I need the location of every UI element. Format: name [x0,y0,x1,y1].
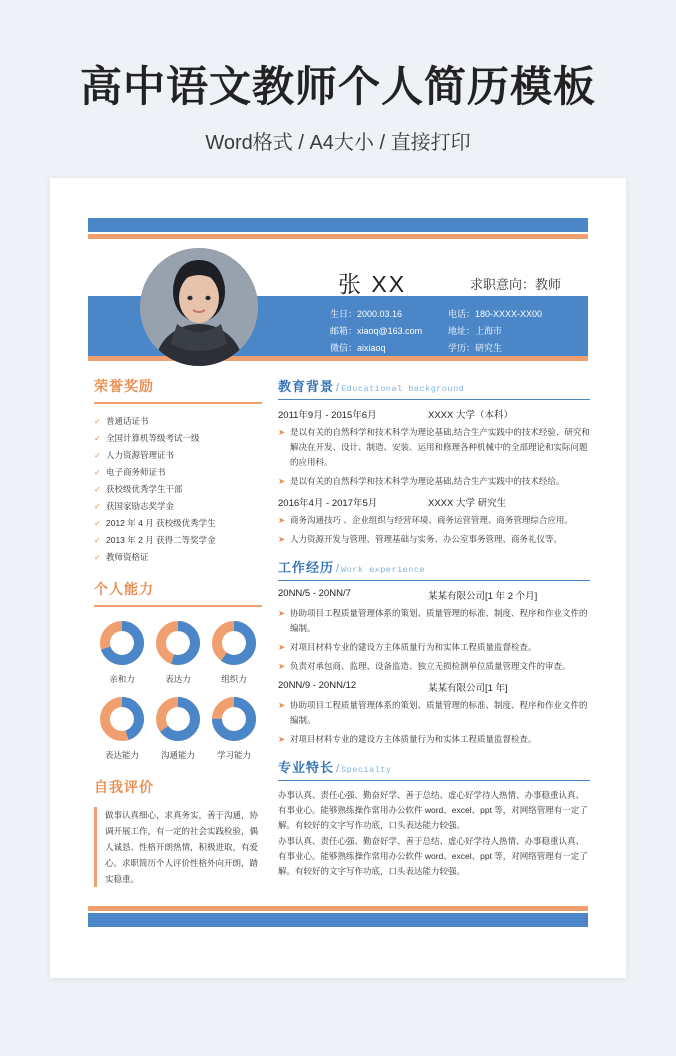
ability-chart [94,697,150,761]
education-rule [278,399,590,400]
arrow-icon: ➤ [278,515,286,525]
ability-chart [150,697,206,761]
check-icon: ✓ [94,553,101,562]
ability-chart-label: 表达能力 [104,750,139,760]
list-item [94,550,262,565]
check-icon: ✓ [94,417,101,426]
bullet-text: 商务沟通技巧 、企业组织与经营环境、商务运营管理、商务管理综合应用。 [290,515,573,525]
education-entry-head [278,495,590,509]
specialty-title-en: Specialty [341,765,392,775]
ability-chart [206,621,262,685]
top-blue-bar [88,218,588,232]
award-text: 电子商务师证书 [106,467,166,477]
check-icon: ✓ [94,434,101,443]
award-text: 2013 年 2 月 获得二等奖学金 [106,535,216,545]
self-text: 做事认真细心，求真务实，善于沟通，协调开展工作，有一定的社会实践检验，偶人诚恳、性格开朗热情，积极进取，有爱心。求职简历个人评价性格外向开朗，踏实稳重。 [94,807,262,887]
award-text: 2012 年 4 月 获校级优秀学生 [106,518,216,528]
check-icon: ✓ [94,468,101,477]
list-item [94,414,262,429]
work-heading [278,557,590,576]
list-item [94,465,262,480]
section-ability [94,579,262,773]
contact-birthday: 生日：2000.03.16 [330,309,403,319]
ability-chart [206,697,262,761]
bullet [278,640,590,655]
ability-chart-label: 表达力 [165,674,191,684]
work-title-en: Work experience [341,565,426,575]
entry-org: 某某有限公司[1 年 2 个月] [428,591,538,602]
contact-block [330,306,580,357]
award-text: 全国计算机等级考试一级 [106,433,200,443]
arrow-icon: ➤ [278,534,286,544]
contact-row [330,306,580,323]
ability-rule [94,605,262,607]
check-icon: ✓ [94,451,101,460]
specialty-title-cn: 专业特长 [278,760,335,775]
bullet [278,659,590,674]
list-item [94,482,262,497]
list-item [94,499,262,514]
ability-chart-label: 亲和力 [109,674,135,684]
right-column [278,376,590,889]
award-text: 教师资格证 [106,552,149,562]
resume-sheet [50,178,626,978]
list-item [94,516,262,531]
donut-chart-icon [100,697,144,741]
ability-chart [150,621,206,685]
list-item [94,431,262,446]
bullet-text: 协助项目工程质量管理体系的策划、质量管理的标准、制度、程序和作业文件的编制。 [290,608,588,633]
contact-address: 地址：上海市 [448,326,503,336]
section-work [278,557,590,747]
bullet-text: 对项目材料专业的建设方主体质量行为和实体工程质量监督检查。 [290,642,537,652]
bullet [278,606,590,636]
bullet-text: 是以有关的自然科学和技术科学为理论基础,结合生产实践中的技术经验、研究和解决在开发、设计、制造、安装、运用和修理各种机械中的全部理论和实际问题的应用科。 [290,427,590,467]
arrow-icon: ➤ [278,661,286,671]
bullet [278,698,590,728]
candidate-name: 张 XX [338,271,407,297]
work-rule [278,580,590,581]
section-education [278,376,590,547]
section-self-evaluation [94,777,262,887]
avatar [140,248,258,366]
entry-date: 20NN/9 - 20NN/12 [278,680,357,691]
ability-chart-label: 学习能力 [216,750,251,760]
bullet [278,532,590,547]
work-title-cn: 工作经历 [278,560,335,575]
bullet [278,474,590,489]
slash-divider: / [336,763,340,775]
bullet-text: 是以有关的自然科学和技术科学为理论基础,结合生产实践中的技术经给。 [290,476,565,486]
education-heading [278,376,590,395]
donut-chart-icon [212,697,256,741]
bullet [278,425,590,470]
section-specialty [278,757,590,879]
entry-date: 2016年4月 - 2017年5月 [278,498,378,509]
specialty-rule [278,780,590,781]
bottom-orange-bar [88,906,588,911]
ability-charts [94,621,262,773]
donut-chart-icon [100,621,144,665]
section-awards [94,376,262,565]
job-objective: 求职意向：教师 [470,277,562,292]
ability-chart-label: 沟通能力 [160,750,195,760]
banner-title: 高中语文教师个人简历模板 [79,63,596,110]
entry-org: XXXX 大学 研究生 [428,498,507,509]
specialty-paragraph: 办事认真、责任心强、勤奋好学、善于总结、虚心好学待人热情、办事稳重认真、有事业心。能够熟练操作常用办公软件 word、excel、ppt 等，对网络管理有一定了解。有较好的文字写作功底，口头表达能力较强。 [278,836,588,876]
bullet-text: 协助项目工程质量管理体系的策划、质量管理的标准、制度、程序和作业文件的编制。 [290,700,588,725]
list-item [94,448,262,463]
award-text: 人力资源管理证书 [106,450,175,460]
contact-row [330,340,580,357]
entry-date: 20NN/5 - 20NN/7 [278,588,351,599]
specialty-heading [278,757,590,776]
entry-org: XXXX 大学（本科） [428,410,513,421]
avatar-photo-icon [140,248,258,366]
banner [0,0,676,155]
arrow-icon: ➤ [278,642,286,652]
banner-subtitle: Word格式 / A4大小 / 直接打印 [205,132,471,155]
ability-title: 个人能力 [94,581,154,597]
arrow-icon: ➤ [278,427,286,437]
arrow-icon: ➤ [278,608,286,618]
donut-chart-icon [156,697,200,741]
contact-email: 邮箱：xiaoq@163.com [330,326,423,336]
award-text: 获国家励志奖学金 [106,501,175,511]
self-title: 自我评价 [94,779,154,795]
donut-chart-icon [212,621,256,665]
bullet-text: 负责对承包商、监理、设备监造、独立无损检测单位质量管理文件的审查。 [290,661,571,671]
ability-chart [94,621,150,685]
check-icon: ✓ [94,485,101,494]
specialty-paragraph: 办事认真、责任心强、勤奋好学、善于总结、虚心好学待人热情、办事稳重认真、有事业心。能够熟练操作常用办公软件 word、excel、ppt 等，对网络管理有一定了解。有较好的文字写作功底，口头表达能力较强。 [278,790,588,830]
awards-list [94,414,262,565]
slash-divider: / [336,382,340,394]
arrow-icon: ➤ [278,700,286,710]
check-icon: ✓ [94,519,101,528]
top-orange-bar [88,234,588,239]
awards-title: 荣誉奖励 [94,378,154,394]
education-title-cn: 教育背景 [278,379,335,394]
awards-rule [94,402,262,404]
donut-chart-icon [156,621,200,665]
ability-chart-label: 组织力 [221,674,247,684]
entry-org: 某某有限公司[1 年] [428,683,508,694]
bullet [278,732,590,747]
bottom-blue-bar [88,913,588,927]
contact-row [330,323,580,340]
award-text: 普通话证书 [106,416,149,426]
contact-phone: 电话：180-XXXX-XX00 [448,309,543,319]
list-item [94,533,262,548]
contact-wechat: 微信：aixiaoq [330,343,386,353]
contact-education-level: 学历：研究生 [448,343,503,353]
bullet [278,513,590,528]
arrow-icon: ➤ [278,734,286,744]
entry-date: 2011年9月 - 2015年6月 [278,410,377,421]
check-icon: ✓ [94,536,101,545]
arrow-icon: ➤ [278,476,286,486]
education-entry-head [278,407,590,421]
bullet-text: 对项目材料专业的建设方主体质量行为和实体工程质量监督检查。 [290,734,537,744]
check-icon: ✓ [94,502,101,511]
slash-divider: / [336,563,340,575]
education-title-en: Educational background [341,384,465,394]
left-column [94,376,262,887]
award-text: 获校级优秀学生干部 [106,484,183,494]
work-entry-head [278,588,590,602]
bullet-text: 人力资源开发与管理、管理基础与实务、办公室事务管理、商务礼仪等。 [290,534,563,544]
work-entry-head [278,680,590,694]
